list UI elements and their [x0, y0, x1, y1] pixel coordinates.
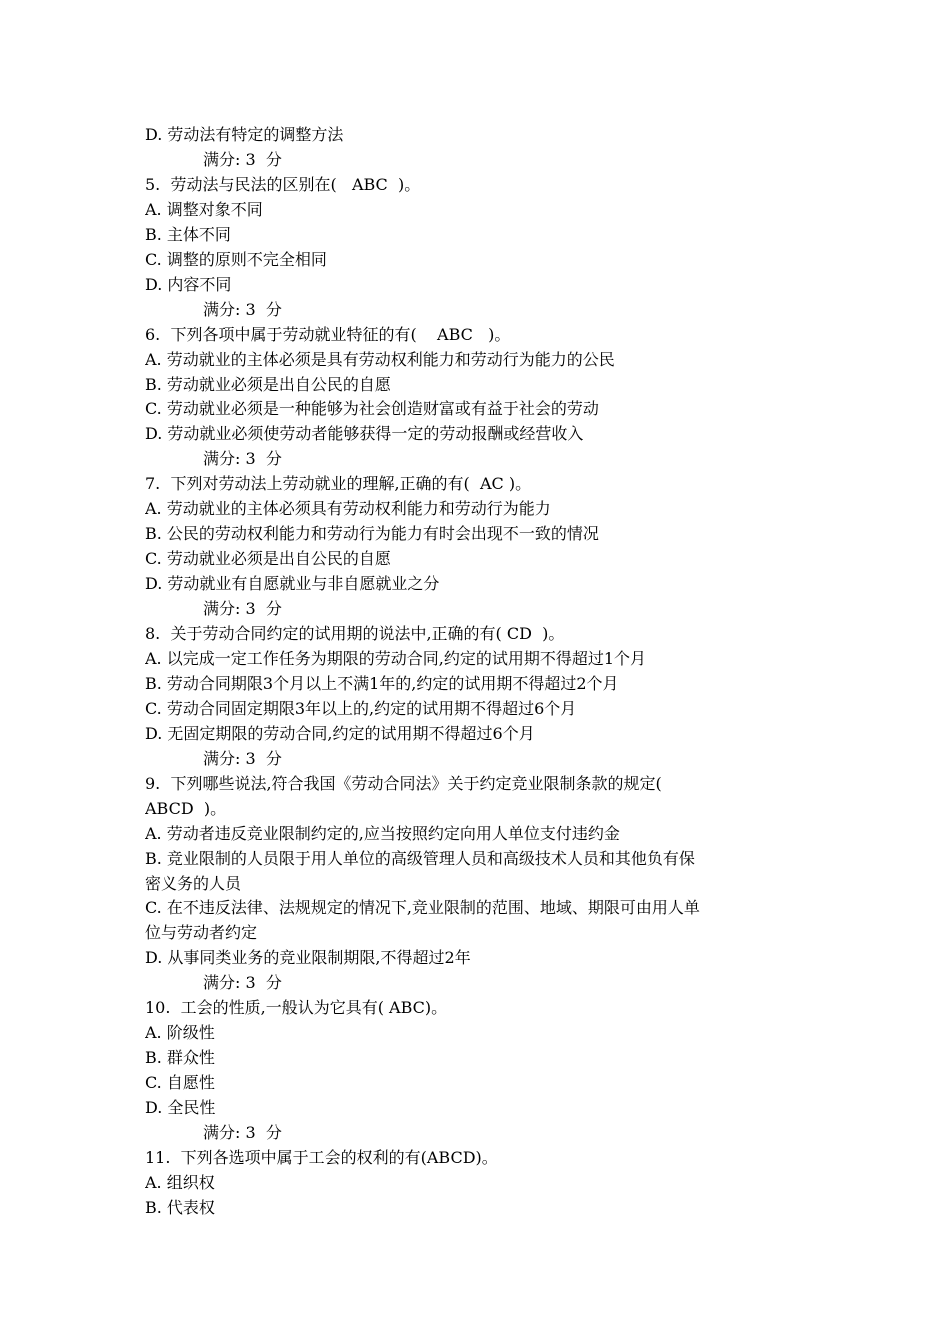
question-text: 11. 下列各选项中属于工会的权利的有(ABCD)。 — [145, 1147, 498, 1167]
score-text: 满分: 3 分 — [203, 973, 282, 993]
option-text: D. 内容不同 — [145, 274, 232, 294]
option-text: A. 以完成一定工作任务为期限的劳动合同,约定的试用期不得超过1个月 — [145, 648, 646, 668]
question-text: 5. 劳动法与民法的区别在( ABC )。 — [145, 174, 421, 194]
score-text: 满分: 3 分 — [203, 149, 282, 169]
option-text: A. 阶级性 — [145, 1023, 215, 1043]
option-text: C. 劳动合同固定期限3年以上的,约定的试用期不得超过6个月 — [145, 698, 577, 718]
question-text: ABCD )。 — [145, 798, 227, 818]
question-text: 9. 下列哪些说法,符合我国《劳动合同法》关于约定竞业限制条款的规定( — [145, 773, 662, 793]
score-text: 满分: 3 分 — [203, 748, 282, 768]
option-text: D. 劳动就业必须使劳动者能够获得一定的劳动报酬或经营收入 — [145, 424, 584, 444]
score-text: 满分: 3 分 — [203, 599, 282, 618]
option-text: A. 劳动就业的主体必须具有劳动权利能力和劳动行为能力 — [145, 499, 551, 519]
option-text: A. 劳动就业的主体必须是具有劳动权利能力和劳动行为能力的公民 — [145, 349, 615, 369]
option-text: C. 劳动就业必须是出自公民的自愿 — [145, 549, 391, 569]
option-text: B. 劳动就业必须是出自公民的自愿 — [145, 374, 391, 394]
option-text: A. 调整对象不同 — [145, 199, 263, 219]
option-text: B. 公民的劳动权利能力和劳动行为能力有时会出现不一致的情况 — [145, 524, 599, 544]
question-text: 8. 关于劳动合同约定的试用期的说法中,正确的有( CD )。 — [145, 624, 565, 643]
score-text: 满分: 3 分 — [203, 449, 282, 469]
option-text: D. 劳动就业有自愿就业与非自愿就业之分 — [145, 574, 440, 594]
option-text: 位与劳动者约定 — [145, 923, 258, 943]
option-text: A. 劳动者违反竞业限制约定的,应当按照约定向用人单位支付违约金 — [145, 823, 620, 843]
question-text: 10. 工会的性质,一般认为它具有( ABC)。 — [145, 998, 448, 1018]
question-text: 7. 下列对劳动法上劳动就业的理解,正确的有( AC )。 — [145, 474, 532, 494]
option-text: B. 劳动合同期限3个月以上不满1年的,约定的试用期不得超过2个月 — [145, 673, 619, 693]
option-text: B. 群众性 — [145, 1048, 215, 1068]
score-text: 满分: 3 分 — [203, 299, 282, 319]
option-text: C. 在不违反法律、法规规定的情况下,竞业限制的范围、地域、期限可由用人单 — [145, 898, 700, 918]
option-text: C. 自愿性 — [145, 1073, 215, 1093]
option-text: B. 主体不同 — [145, 224, 231, 244]
option-text: A. 组织权 — [145, 1172, 215, 1192]
option-text: B. 代表权 — [145, 1197, 215, 1217]
option-text: C. 调整的原则不完全相同 — [145, 249, 327, 269]
option-text: D. 全民性 — [145, 1098, 216, 1117]
option-text: D. 劳动法有特定的调整方法 — [145, 125, 344, 144]
option-text: D. 从事同类业务的竞业限制期限,不得超过2年 — [145, 948, 471, 968]
score-text: 满分: 3 分 — [203, 1123, 282, 1142]
option-text: B. 竞业限制的人员限于用人单位的高级管理人员和高级技术人员和其他负有保 — [145, 848, 695, 868]
option-text: D. 无固定期限的劳动合同,约定的试用期不得超过6个月 — [145, 723, 535, 743]
option-text: C. 劳动就业必须是一种能够为社会创造财富或有益于社会的劳动 — [145, 399, 599, 419]
question-text: 6. 下列各项中属于劳动就业特征的有( ABC )。 — [145, 324, 511, 344]
option-text: 密义务的人员 — [145, 873, 242, 893]
